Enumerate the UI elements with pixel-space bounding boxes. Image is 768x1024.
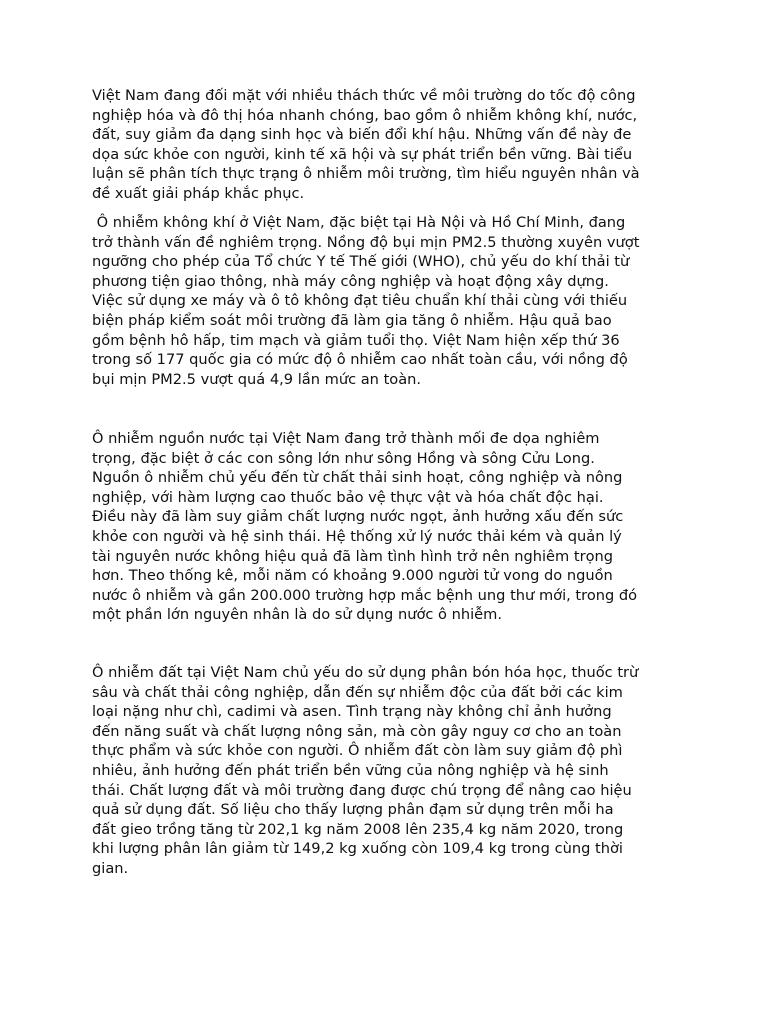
paragraph-soil-pollution: Ô nhiễm đất tại Việt Nam chủ yếu do sử dụng phân bón hóa học, thuốc trừ sâu và chất thải công nghiệp, dẫn đến sự nhiễm độc của đất bởi các kim loại nặng như chì, cadimi và asen. Tình trạng này không chỉ ảnh hưởng đến năng suất và chất lượng nông sản, mà còn gây nguy cơ cho an toàn thực phẩm và sức khỏe con người. Ô nhiễm đất còn làm suy giảm độ phì nhiêu, ảnh hưởng đến phát triển bền vững của nông nghiệp và hệ sinh thái. Chất lượng đất và môi trường đang được chú trọng để nâng cao hiệu quả sử dụng đất. Số liệu cho thấy lượng phân đạm sử dụng trên mỗi ha đất gieo trồng tăng từ 202,1 kg năm 2008 lên 235,4 kg năm 2020, trong khi lượng phân lân giảm từ 149,2 kg xuống còn 109,4 kg trong cùng thời gian. bbox=[92, 664, 639, 877]
paragraph-introduction: Việt Nam đang đối mặt với nhiều thách thức về môi trường do tốc độ công nghiệp hóa và đô thị hóa nhanh chóng, bao gồm ô nhiễm không khí, nước, đất, suy giảm đa dạng sinh học và biến đổi khí hậu. Những vấn đề này đe dọa sức khỏe con người, kinh tế xã hội và sự phát triển bền vững. Bài tiểu luận sẽ phân tích thực trạng ô nhiễm môi trường, tìm hiểu nguyên nhân và đề xuất giải pháp khắc phục. bbox=[92, 87, 640, 202]
paragraph-air-pollution: Ô nhiễm không khí ở Việt Nam, đặc biệt tại Hà Nội và Hồ Chí Minh, đang trở thành vấn đề nghiêm trọng. Nồng độ bụi mịn PM2.5 thường xuyên vượt ngưỡng cho phép của Tổ chức Y tế Thế giới (WHO), chủ yếu do khí thải từ phương tiện giao thông, nhà máy công nghiệp và hoạt động xây dựng. Việc sử dụng xe máy và ô tô không đạt tiêu chuẩn khí thải cùng với thiếu biện pháp kiểm soát môi trường đã làm gia tăng ô nhiễm. Hậu quả bao gồm bệnh hô hấp, tim mạch và giảm tuổi thọ. Việt Nam hiện xếp thứ 36 trong số 177 quốc gia có mức độ ô nhiễm cao nhất toàn cầu, với nồng độ bụi mịn PM2.5 vượt quá 4,9 lần mức an toàn. bbox=[92, 214, 640, 388]
paragraph-water-pollution: Ô nhiễm nguồn nước tại Việt Nam đang trở thành mối đe dọa nghiêm trọng, đặc biệt ở các con sông lớn như sông Hồng và sông Cửu Long. Nguồn ô nhiễm chủ yếu đến từ chất thải sinh hoạt, công nghiệp và nông nghiệp, với hàm lượng cao thuốc bảo vệ thực vật và hóa chất độc hại. Điều này đã làm suy giảm chất lượng nước ngọt, ảnh hưởng xấu đến sức khỏe con người và hệ sinh thái. Hệ thống xử lý nước thải kém và quản lý tài nguyên nước không hiệu quả đã làm tình hình trở nên nghiêm trọng hơn. Theo thống kê, mỗi năm có khoảng 9.000 người tử vong do nguồn nước ô nhiễm và gần 200.000 trường hợp mắc bệnh ung thư mới, trong đó một phần lớn nguyên nhân là do sử dụng nước ô nhiễm. bbox=[92, 430, 638, 624]
